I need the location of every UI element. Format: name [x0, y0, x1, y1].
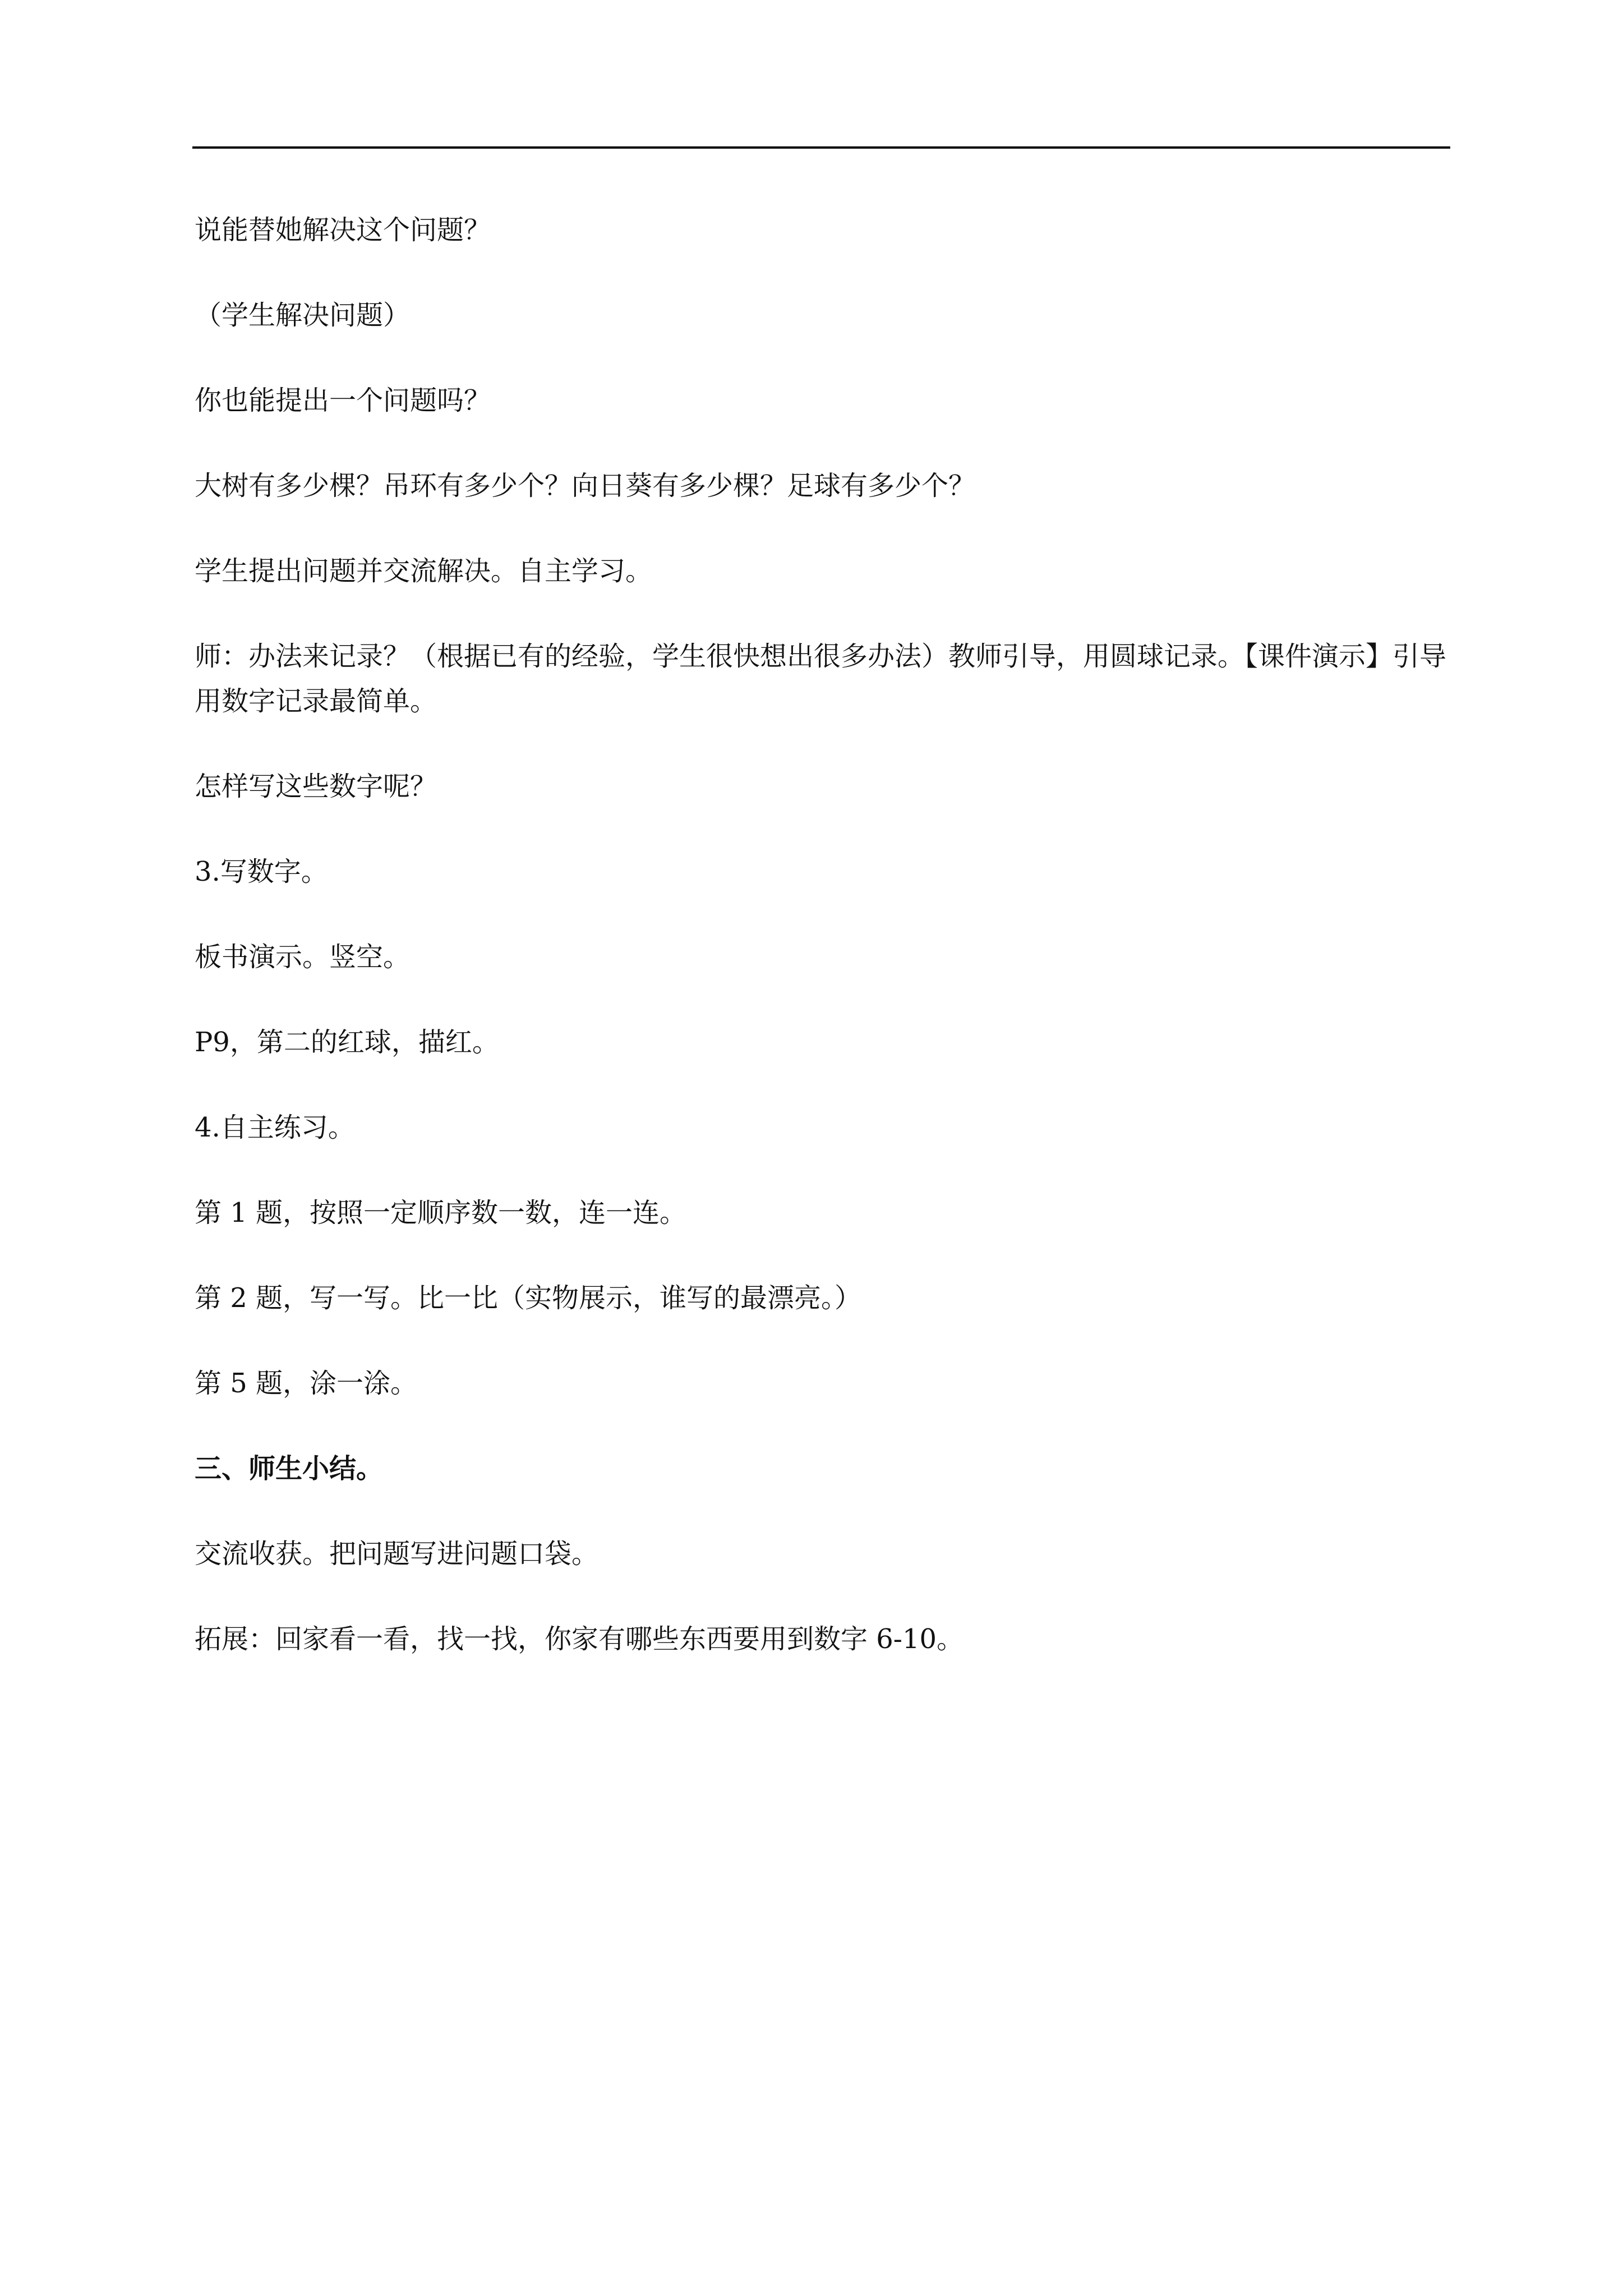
- document-body: [195, 208, 1451, 1702]
- paragraph-p9-trace: P9，第二的红球，描红。: [195, 1027, 499, 1058]
- paragraph-exercise-1: 第 1 题，按照一定顺序数一数，连一连。: [195, 1197, 687, 1228]
- paragraph-exercise-2: 第 2 题，写一写。比一比（实物展示，谁写的最漂亮。）: [195, 1282, 862, 1314]
- section-heading-summary: 三、师生小结。: [195, 1453, 384, 1484]
- paragraph-write-numbers: 3.写数字。: [195, 856, 328, 887]
- paragraph-exercise-5: 第 5 题，涂一涂。: [195, 1368, 418, 1399]
- paragraph-solve-question: 说能替她解决这个问题？: [195, 214, 491, 246]
- paragraph-students-solve: （学生解决问题）: [195, 300, 411, 331]
- paragraph-teacher-guide: 师：办法来记录？（根据已有的经验，学生很快想出很多办法）教师引导，用圆球记录。【课件演示】引导用数字记录最简单。: [195, 641, 1447, 717]
- paragraph-self-practice: 4.自主练习。: [195, 1112, 355, 1143]
- paragraph-board-demo: 板书演示。竖空。: [195, 941, 411, 973]
- paragraph-extension: 拓展：回家看一看，找一找，你家有哪些东西要用到数字 6-10。: [195, 1623, 964, 1655]
- paragraph-how-to-write: 怎样写这些数字呢？: [195, 771, 437, 802]
- paragraph-self-study: 学生提出问题并交流解决。自主学习。: [195, 555, 653, 587]
- paragraph-count-questions: 大树有多少棵？吊环有多少个？向日葵有多少棵？足球有多少个？: [195, 470, 976, 501]
- header-rule: [192, 146, 1450, 149]
- paragraph-ask-question: 你也能提出一个问题吗？: [195, 385, 491, 416]
- paragraph-share-gains: 交流收获。把问题写进问题口袋。: [195, 1538, 599, 1570]
